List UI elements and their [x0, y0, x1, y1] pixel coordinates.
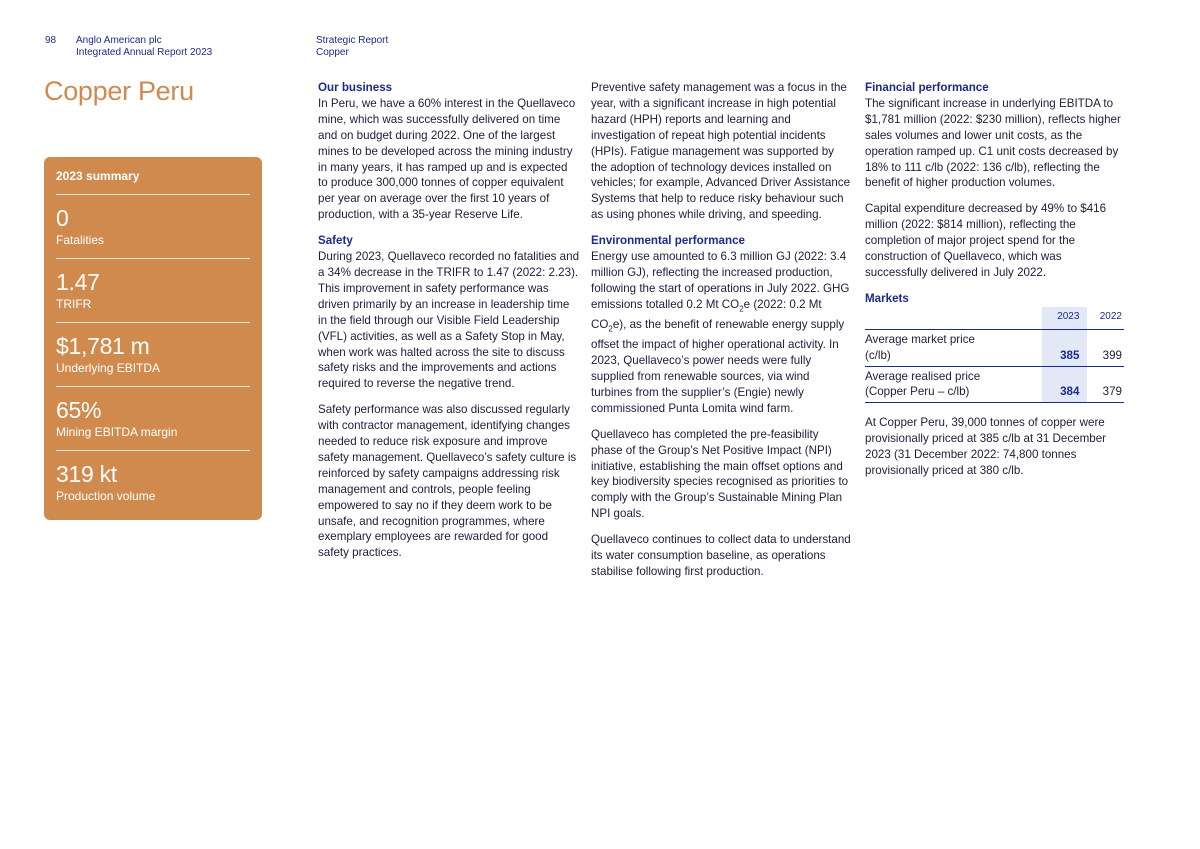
kpi-label: Mining EBITDA margin: [56, 425, 178, 439]
kpi-value: 0: [56, 205, 69, 231]
table-row: [865, 329, 1124, 366]
environment-paragraph-1: [591, 249, 853, 417]
kpi-label: TRIFR: [56, 297, 92, 311]
company-name: Anglo American plc: [76, 35, 162, 46]
value-2023: 385: [1042, 329, 1088, 366]
section-name: Strategic Report: [316, 35, 389, 46]
kpi-fatalities: [56, 195, 250, 259]
financial-paragraph-2: Capital expenditure decreased by 49% to $416 million (2022: $814 million), reflecting the completion of major project spend for the construction of Quellaveco, which was successfully delivered in July 2022.: [865, 202, 1107, 279]
our-business-heading: Our business: [318, 81, 393, 94]
kpi-label: Fatalities: [56, 233, 105, 247]
kpi-label: Production volume: [56, 489, 156, 503]
markets-note: At Copper Peru, 39,000 tonnes of copper were provisionally priced at 385 c/lb at 31 December 2023 (31 December 2022: 74,800 tonnes provisionally priced at 380 c/lb.: [865, 416, 1107, 478]
environment-heading: Environmental performance: [591, 234, 745, 248]
environment-paragraph-3: Quellaveco continues to collect data to understand its water consumption baseline, as operations stabilise following first production.: [591, 533, 851, 578]
row-label-line-1: Average market price: [865, 332, 975, 346]
subsection-name: Copper: [316, 47, 349, 58]
safety-heading: Safety: [318, 234, 353, 248]
header-blank: [865, 307, 1042, 329]
row-label-line-1: Average realised price: [865, 369, 981, 383]
header-2022: 2022: [1087, 307, 1124, 329]
column-3: [865, 80, 1127, 489]
value-2022: 379: [1087, 366, 1124, 403]
table-row: [865, 366, 1124, 403]
markets-heading: Markets: [865, 291, 909, 305]
env-text-b: e (2022: 0.2 Mt CO: [591, 297, 822, 331]
row-label: [865, 366, 1042, 403]
row-label: [865, 329, 1042, 366]
financial-heading: Financial performance: [865, 81, 989, 94]
environment-paragraph-2: Quellaveco has completed the pre-feasibility phase of the Group’s Net Positive Impact (NPI) initiative, establishing the main offset options and key biodiversity species recognised as priorities to comply with the Group’s Sustainable Mining Plan NPI goals.: [591, 427, 849, 521]
column-2: [591, 80, 853, 590]
row-label-line-2: (Copper Peru – c/lb): [865, 385, 970, 399]
markets-table: [865, 307, 1124, 404]
kpi-value: 65%: [56, 397, 102, 423]
safety-paragraph-3: Preventive safety management was a focus in the year, with a significant increase in high potential hazard (HPH) reports and learning and investigation of repeat high potential incidents (HPIs). Fatigue management was supported by the adoption of technology devices installed on vehicles; for example, Advanced Driver Assistance Systems that help to reduce risky behaviour such as using phones while driving, and speeding.: [591, 81, 851, 222]
kpi-trifr: [56, 259, 250, 323]
summary-title: 2023 summary: [56, 169, 250, 195]
value-2023: 384: [1042, 366, 1088, 403]
row-label-line-2: (c/lb): [865, 348, 891, 362]
page-number: 98: [45, 35, 57, 46]
safety-paragraph-2: Safety performance was also discussed regularly with contractor management, identifying changes needed to reduce risk exposure and improve safety management. Quellaveco’s safety culture is reinforced by safety campaigns addressing risk management and controls, people feeling empowered to say no if they deem work to be unsafe, and recognition programmes, where exemplary employees are rewarded for good safety practices.: [318, 403, 577, 560]
kpi-label: Underlying EBITDA: [56, 361, 161, 375]
kpi-value: $1,781 m: [56, 333, 150, 359]
column-1: [318, 80, 580, 571]
kpi-production: [56, 451, 250, 515]
safety-paragraph-1: During 2023, Quellaveco recorded no fatalities and a 34% decrease in the TRIFR to 1.47 (2022: 2.23). This improvement in safety performance was driven primarily by an increase in leadership time in the field through our Visible Field Leadership (VFL) activities, as well as a Safety Stop in May, when work was halted across the site to discuss safety risks and the improvements and actions required to reverse the negative trend.: [318, 250, 580, 391]
env-text-c: e), as the benefit of renewable energy supply offset the impact of higher operational activity. In 2023, Quellaveco’s power needs were fully supplied from renewable sources, via wind turbines from the supplier’s (Engie) newly commissioned Punta Lomita wind farm.: [591, 318, 845, 415]
report-header: [76, 35, 212, 59]
our-business-text: In Peru, we have a 60% interest in the Quellaveco mine, which was successfully delivered on time and on budget during 2022. One of the largest mines to be developed across the mining industry in many years, it has ramped up and is expected to produce 300,000 tonnes of copper equivalent per year on average over the first 10 years of production, with a 35-year Reserve Life.: [318, 96, 576, 222]
summary-panel: [44, 157, 262, 520]
kpi-value: 319 kt: [56, 461, 117, 487]
header-2023: 2023: [1042, 307, 1088, 329]
report-name: Integrated Annual Report 2023: [76, 47, 213, 58]
table-header-row: [865, 307, 1124, 329]
section-header: [316, 35, 388, 59]
page-title: Copper Peru: [44, 76, 194, 106]
co2-subscript: 2: [608, 324, 613, 334]
financial-paragraph-1: The significant increase in underlying EBITDA to $1,781 million (2022: $230 million), reflects higher sales volumes and lower unit costs, as the operation ramped up. C1 unit costs decreased by 18% to 111 c/lb (2022: 136 c/lb), reflecting the benefit of higher production volumes.: [865, 96, 1121, 190]
env-text-a: Energy use amounted to 6.3 million GJ (2022: 3.4 million GJ), reflecting the increased production, following the start of operations in July 2022. GHG emissions totalled 0.2 Mt CO: [591, 250, 850, 311]
kpi-value: 1.47: [56, 269, 100, 295]
co2-subscript: 2: [739, 304, 744, 314]
kpi-ebitda: [56, 323, 250, 387]
value-2022: 399: [1087, 329, 1124, 366]
kpi-ebitda-margin: [56, 387, 250, 451]
